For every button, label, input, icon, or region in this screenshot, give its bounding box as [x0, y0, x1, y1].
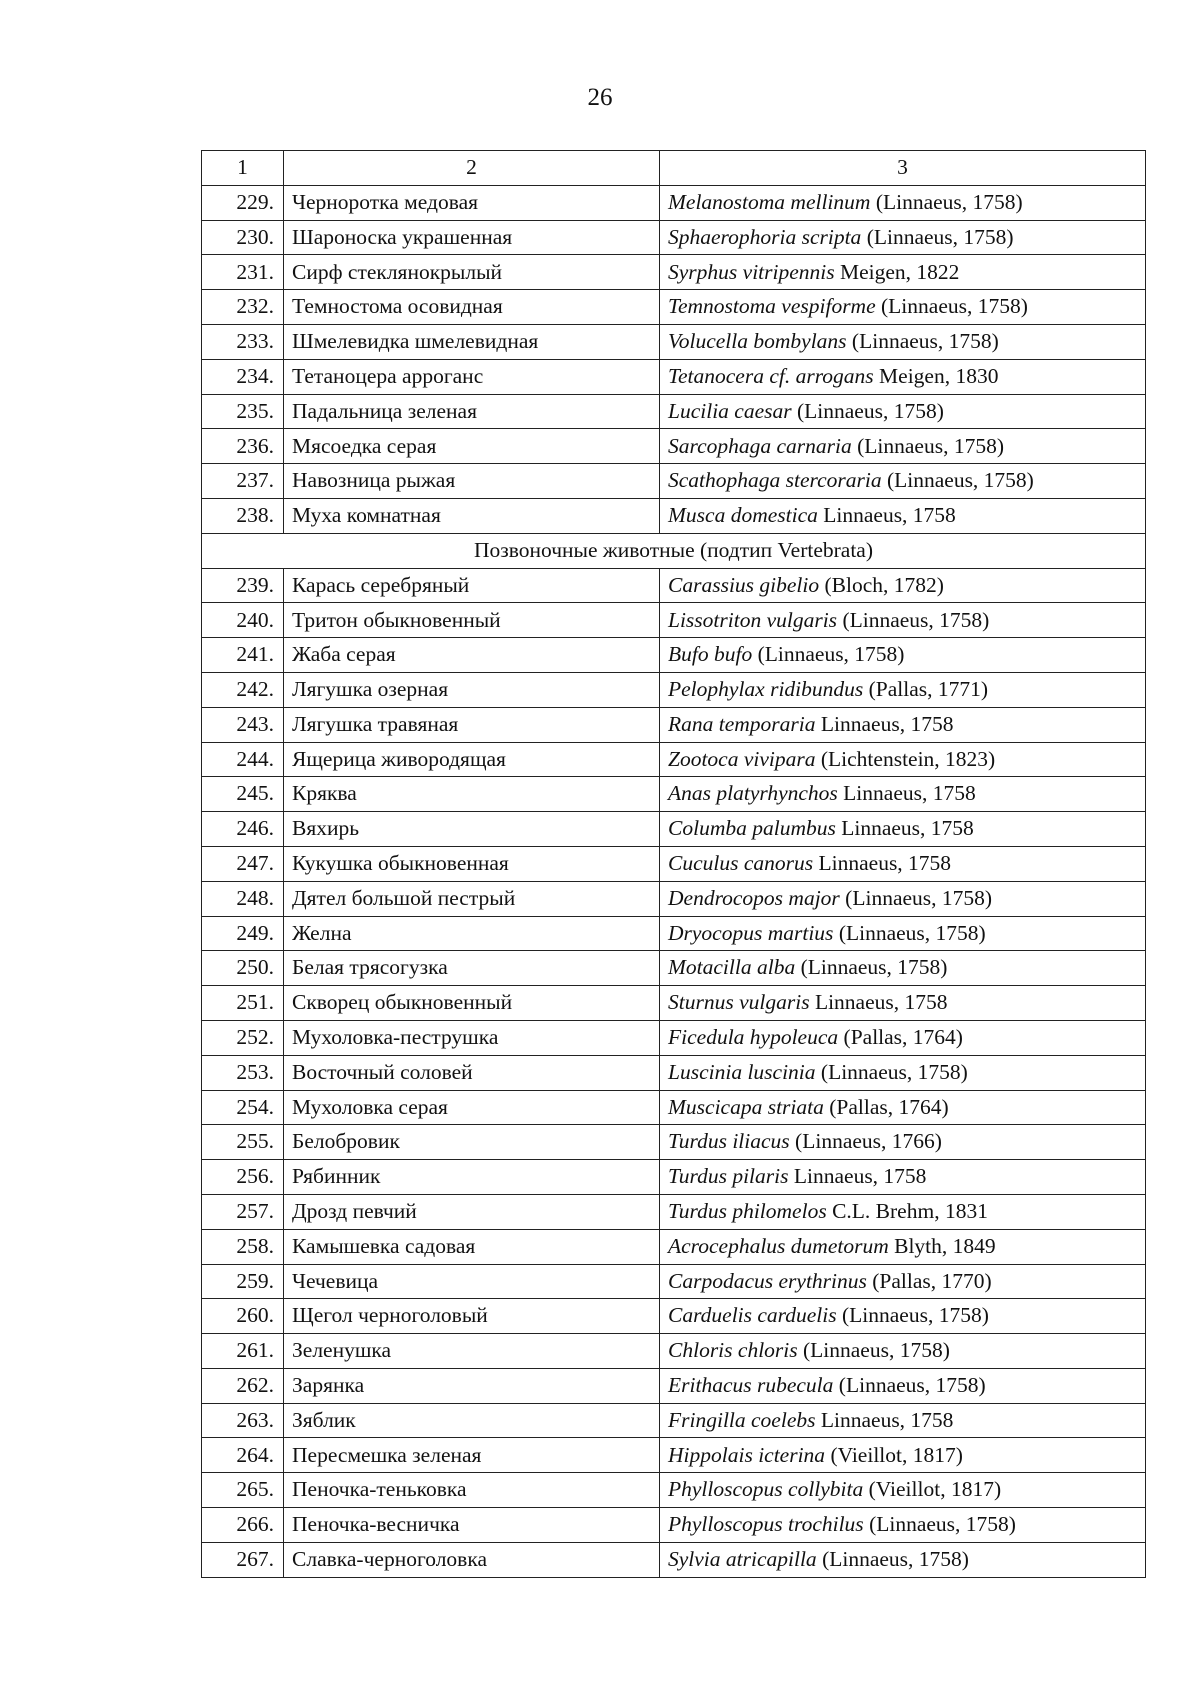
- scientific-name: Sphaerophoria scripta: [668, 224, 862, 249]
- row-number: 241.: [202, 638, 284, 673]
- common-name: Славка-черноголовка: [284, 1542, 660, 1577]
- row-number: 259.: [202, 1264, 284, 1299]
- scientific-name-cell: [660, 394, 1146, 429]
- species-author: Linnaeus, 1758: [815, 711, 954, 736]
- scientific-name-cell: [660, 1194, 1146, 1229]
- scientific-name: Zootoca vivipara: [668, 746, 816, 771]
- scientific-name-cell: [660, 638, 1146, 673]
- scientific-name-cell: [660, 185, 1146, 220]
- row-number: 232.: [202, 290, 284, 325]
- common-name: Муха комнатная: [284, 498, 660, 533]
- scientific-name-cell: [660, 498, 1146, 533]
- species-author: (Linnaeus, 1758): [797, 1338, 950, 1363]
- row-number: 233.: [202, 324, 284, 359]
- common-name: Темностома осовидная: [284, 290, 660, 325]
- scientific-name: Turdus pilaris: [668, 1164, 789, 1189]
- scientific-name-cell: [660, 220, 1146, 255]
- row-number: 260.: [202, 1299, 284, 1334]
- row-number: 245.: [202, 777, 284, 812]
- row-number: 251.: [202, 986, 284, 1021]
- common-name: Пересмешка зеленая: [284, 1438, 660, 1473]
- species-author: (Linnaeus, 1766): [789, 1129, 942, 1154]
- common-name: Лягушка травяная: [284, 707, 660, 742]
- scientific-name: Acrocephalus dumetorum: [668, 1233, 889, 1258]
- scientific-name-cell: [660, 1403, 1146, 1438]
- row-number: 244.: [202, 742, 284, 777]
- row-number: 256.: [202, 1160, 284, 1195]
- scientific-name: Columba palumbus: [668, 816, 836, 841]
- species-author: (Linnaeus, 1758): [752, 642, 905, 667]
- row-number: 250.: [202, 951, 284, 986]
- row-number: 234.: [202, 359, 284, 394]
- scientific-name-cell: [660, 777, 1146, 812]
- table-row: [202, 1229, 1146, 1264]
- common-name: Восточный соловей: [284, 1055, 660, 1090]
- table-row: [202, 498, 1146, 533]
- scientific-name: Bufo bufo: [668, 642, 753, 667]
- species-author: Linnaeus, 1758: [809, 990, 948, 1015]
- species-author: Meigen, 1830: [873, 363, 999, 388]
- table-row: [202, 1090, 1146, 1125]
- scientific-name-cell: [660, 324, 1146, 359]
- scientific-name-cell: [660, 812, 1146, 847]
- section-heading-row: [202, 533, 1146, 568]
- scientific-name: Luscinia luscinia: [668, 1059, 816, 1084]
- species-author: (Linnaeus, 1758): [875, 294, 1028, 319]
- scientific-name: Musca domestica: [668, 503, 818, 528]
- row-number: 247.: [202, 846, 284, 881]
- common-name: Тритон обыкновенный: [284, 603, 660, 638]
- scientific-name: Syrphus vitripennis: [668, 259, 835, 284]
- common-name: Мухоловка-пеструшка: [284, 1020, 660, 1055]
- row-number: 257.: [202, 1194, 284, 1229]
- species-author: Linnaeus, 1758: [813, 851, 952, 876]
- row-number: 252.: [202, 1020, 284, 1055]
- scientific-name-cell: [660, 881, 1146, 916]
- table-row: [202, 359, 1146, 394]
- scientific-name: Sturnus vulgaris: [668, 990, 810, 1015]
- species-author: (Linnaeus, 1758): [863, 1512, 1016, 1537]
- scientific-name-cell: [660, 255, 1146, 290]
- scientific-name-cell: [660, 1299, 1146, 1334]
- species-author: (Linnaeus, 1758): [861, 224, 1014, 249]
- row-number: 230.: [202, 220, 284, 255]
- row-number: 267.: [202, 1542, 284, 1577]
- row-number: 246.: [202, 812, 284, 847]
- scientific-name: Sarcophaga carnaria: [668, 433, 852, 458]
- common-name: Мясоедка серая: [284, 429, 660, 464]
- scientific-name-cell: [660, 603, 1146, 638]
- common-name: Дрозд певчий: [284, 1194, 660, 1229]
- common-name: Зеленушка: [284, 1334, 660, 1369]
- common-name: Пеночка-теньковка: [284, 1473, 660, 1508]
- table-row: [202, 707, 1146, 742]
- common-name: Кукушка обыкновенная: [284, 846, 660, 881]
- species-author: (Pallas, 1764): [838, 1025, 963, 1050]
- scientific-name: Lucilia caesar: [668, 398, 792, 423]
- row-number: 266.: [202, 1508, 284, 1543]
- species-author: (Lichtenstein, 1823): [815, 746, 996, 771]
- table-row: [202, 1473, 1146, 1508]
- row-number: 255.: [202, 1125, 284, 1160]
- species-author: (Bloch, 1782): [819, 572, 944, 597]
- species-author: (Vieillot, 1817): [863, 1477, 1002, 1502]
- scientific-name: Carduelis carduelis: [668, 1303, 837, 1328]
- common-name: Кряква: [284, 777, 660, 812]
- table-row: [202, 672, 1146, 707]
- common-name: Пеночка-весничка: [284, 1508, 660, 1543]
- species-author: (Linnaeus, 1758): [816, 1547, 969, 1572]
- scientific-name: Hippolais icterina: [668, 1442, 826, 1467]
- scientific-name-cell: [660, 1438, 1146, 1473]
- common-name: Тетаноцера арроганс: [284, 359, 660, 394]
- row-number: 237.: [202, 464, 284, 499]
- table-row: [202, 742, 1146, 777]
- common-name: Жаба серая: [284, 638, 660, 673]
- row-number: 265.: [202, 1473, 284, 1508]
- table-row: [202, 916, 1146, 951]
- scientific-name: Anas platyrhynchos: [668, 781, 838, 806]
- page-number: 26: [587, 84, 613, 111]
- species-author: (Pallas, 1764): [823, 1094, 949, 1119]
- scientific-name: Sylvia atricapilla: [668, 1547, 817, 1572]
- row-number: 264.: [202, 1438, 284, 1473]
- common-name: Камышевка садовая: [284, 1229, 660, 1264]
- common-name: Мухоловка серая: [284, 1090, 660, 1125]
- species-author: (Linnaeus, 1758): [815, 1059, 968, 1084]
- scientific-name-cell: [660, 1055, 1146, 1090]
- species-author: (Linnaeus, 1758): [833, 1373, 986, 1398]
- scientific-name: Dendrocopos major: [668, 885, 840, 910]
- species-author: C.L. Brehm, 1831: [826, 1199, 988, 1224]
- column-header-common-name: 2: [284, 151, 660, 186]
- species-author: Linnaeus, 1758: [835, 816, 974, 841]
- table-row: [202, 1125, 1146, 1160]
- scientific-name: Phylloscopus collybita: [668, 1477, 864, 1502]
- scientific-name-cell: [660, 1542, 1146, 1577]
- column-header-number: 1: [202, 151, 284, 186]
- scientific-name-cell: [660, 290, 1146, 325]
- column-header-scientific-name: 3: [660, 151, 1146, 186]
- table-row: [202, 1194, 1146, 1229]
- common-name: Вяхирь: [284, 812, 660, 847]
- table-row: [202, 464, 1146, 499]
- scientific-name: Turdus iliacus: [668, 1129, 790, 1154]
- scientific-name-cell: [660, 707, 1146, 742]
- common-name: Сирф стеклянокрылый: [284, 255, 660, 290]
- scientific-name-cell: [660, 464, 1146, 499]
- row-number: 263.: [202, 1403, 284, 1438]
- species-author: (Linnaeus, 1758): [846, 329, 999, 354]
- species-author: (Pallas, 1770): [866, 1268, 992, 1293]
- scientific-name: Muscicapa striata: [668, 1094, 824, 1119]
- scientific-name: Dryocopus martius: [668, 920, 834, 945]
- common-name: Белая трясогузка: [284, 951, 660, 986]
- scientific-name: Scathophaga stercoraria: [668, 468, 882, 493]
- table-row: [202, 1020, 1146, 1055]
- common-name: Белобровик: [284, 1125, 660, 1160]
- species-author: Linnaeus, 1758: [817, 503, 956, 528]
- scientific-name: Carpodacus erythrinus: [668, 1268, 867, 1293]
- scientific-name: Fringilla coelebs: [668, 1407, 816, 1432]
- species-table: [201, 150, 1146, 1578]
- section-title: Позвоночные животные (подтип Vertebrata): [202, 533, 1146, 568]
- scientific-name: Tetanocera cf. arrogans: [668, 363, 874, 388]
- species-author: (Linnaeus, 1758): [837, 607, 990, 632]
- table-row: [202, 1438, 1146, 1473]
- species-author: (Linnaeus, 1758): [833, 920, 986, 945]
- row-number: 248.: [202, 881, 284, 916]
- scientific-name: Rana temporaria: [668, 711, 816, 736]
- table-row: [202, 812, 1146, 847]
- table-row: [202, 220, 1146, 255]
- common-name: Чечевица: [284, 1264, 660, 1299]
- species-author: (Linnaeus, 1758): [795, 955, 948, 980]
- species-table-body: [202, 151, 1146, 1578]
- table-row: [202, 1403, 1146, 1438]
- table-row: [202, 881, 1146, 916]
- species-author: (Vieillot, 1817): [825, 1442, 963, 1467]
- scientific-name: Phylloscopus trochilus: [668, 1512, 864, 1537]
- scientific-name: Turdus philomelos: [668, 1199, 827, 1224]
- table-row: [202, 394, 1146, 429]
- table-row: [202, 1542, 1146, 1577]
- species-author: Linnaeus, 1758: [837, 781, 976, 806]
- row-number: 261.: [202, 1334, 284, 1369]
- column-header-row: [202, 151, 1146, 186]
- scientific-name-cell: [660, 1473, 1146, 1508]
- species-author: (Linnaeus, 1758): [791, 398, 944, 423]
- row-number: 229.: [202, 185, 284, 220]
- species-author: Linnaeus, 1758: [815, 1407, 954, 1432]
- species-author: (Linnaeus, 1758): [881, 468, 1034, 493]
- species-author: Linnaeus, 1758: [788, 1164, 927, 1189]
- scientific-name: Carassius gibelio: [668, 572, 820, 597]
- scientific-name-cell: [660, 1368, 1146, 1403]
- table-row: [202, 1508, 1146, 1543]
- scientific-name-cell: [660, 359, 1146, 394]
- scientific-name-cell: [660, 1125, 1146, 1160]
- common-name: Шмелевидка шмелевидная: [284, 324, 660, 359]
- scientific-name: Temnostoma vespiforme: [668, 294, 876, 319]
- table-row: [202, 429, 1146, 464]
- row-number: 258.: [202, 1229, 284, 1264]
- row-number: 243.: [202, 707, 284, 742]
- row-number: 240.: [202, 603, 284, 638]
- species-author: (Pallas, 1771): [863, 677, 989, 702]
- scientific-name-cell: [660, 1229, 1146, 1264]
- scientific-name: Ficedula hypoleuca: [668, 1025, 839, 1050]
- table-row: [202, 951, 1146, 986]
- scientific-name-cell: [660, 672, 1146, 707]
- scientific-name: Melanostoma mellinum: [668, 189, 871, 214]
- scientific-name: Erithacus rubecula: [668, 1373, 834, 1398]
- scientific-name-cell: [660, 1508, 1146, 1543]
- common-name: Лягушка озерная: [284, 672, 660, 707]
- table-row: [202, 255, 1146, 290]
- table-row: [202, 638, 1146, 673]
- table-row: [202, 986, 1146, 1021]
- common-name: Дятел большой пестрый: [284, 881, 660, 916]
- scientific-name: Cuculus canorus: [668, 851, 814, 876]
- table-row: [202, 1264, 1146, 1299]
- row-number: 235.: [202, 394, 284, 429]
- common-name: Зарянка: [284, 1368, 660, 1403]
- row-number: 236.: [202, 429, 284, 464]
- row-number: 231.: [202, 255, 284, 290]
- table-row: [202, 846, 1146, 881]
- table-row: [202, 1334, 1146, 1369]
- common-name: Навозница рыжая: [284, 464, 660, 499]
- species-author: Blyth, 1849: [888, 1233, 996, 1258]
- table-row: [202, 1368, 1146, 1403]
- scientific-name: Lissotriton vulgaris: [668, 607, 838, 632]
- table-row: [202, 324, 1146, 359]
- scientific-name-cell: [660, 916, 1146, 951]
- scientific-name-cell: [660, 1264, 1146, 1299]
- scientific-name-cell: [660, 846, 1146, 881]
- table-row: [202, 1299, 1146, 1334]
- table-row: [202, 1160, 1146, 1195]
- common-name: Желна: [284, 916, 660, 951]
- row-number: 238.: [202, 498, 284, 533]
- row-number: 249.: [202, 916, 284, 951]
- row-number: 253.: [202, 1055, 284, 1090]
- row-number: 262.: [202, 1368, 284, 1403]
- table-row: [202, 185, 1146, 220]
- table-row: [202, 1055, 1146, 1090]
- row-number: 254.: [202, 1090, 284, 1125]
- scientific-name-cell: [660, 1090, 1146, 1125]
- species-author: Meigen, 1822: [834, 259, 960, 284]
- scientific-name: Chloris chloris: [668, 1338, 798, 1363]
- common-name: Скворец обыкновенный: [284, 986, 660, 1021]
- table-row: [202, 568, 1146, 603]
- scientific-name-cell: [660, 1160, 1146, 1195]
- scientific-name-cell: [660, 1334, 1146, 1369]
- species-author: (Linnaeus, 1758): [870, 189, 1023, 214]
- scientific-name-cell: [660, 429, 1146, 464]
- row-number: 239.: [202, 568, 284, 603]
- species-author: (Linnaeus, 1758): [839, 885, 993, 910]
- common-name: Ящерица живородящая: [284, 742, 660, 777]
- scientific-name-cell: [660, 568, 1146, 603]
- common-name: Падальница зеленая: [284, 394, 660, 429]
- common-name: Черноротка медовая: [284, 185, 660, 220]
- scientific-name-cell: [660, 742, 1146, 777]
- scientific-name: Motacilla alba: [668, 955, 796, 980]
- common-name: Карась серебряный: [284, 568, 660, 603]
- table-row: [202, 603, 1146, 638]
- species-author: (Linnaeus, 1758): [851, 433, 1005, 458]
- common-name: Рябинник: [284, 1160, 660, 1195]
- common-name: Щегол черноголовый: [284, 1299, 660, 1334]
- scientific-name-cell: [660, 1020, 1146, 1055]
- common-name: Шароноска украшенная: [284, 220, 660, 255]
- scientific-name: Volucella bombylans: [668, 329, 847, 354]
- table-row: [202, 777, 1146, 812]
- table-row: [202, 290, 1146, 325]
- scientific-name-cell: [660, 986, 1146, 1021]
- scientific-name-cell: [660, 951, 1146, 986]
- common-name: Зяблик: [284, 1403, 660, 1438]
- scientific-name: Pelophylax ridibundus: [668, 677, 864, 702]
- row-number: 242.: [202, 672, 284, 707]
- species-author: (Linnaeus, 1758): [836, 1303, 989, 1328]
